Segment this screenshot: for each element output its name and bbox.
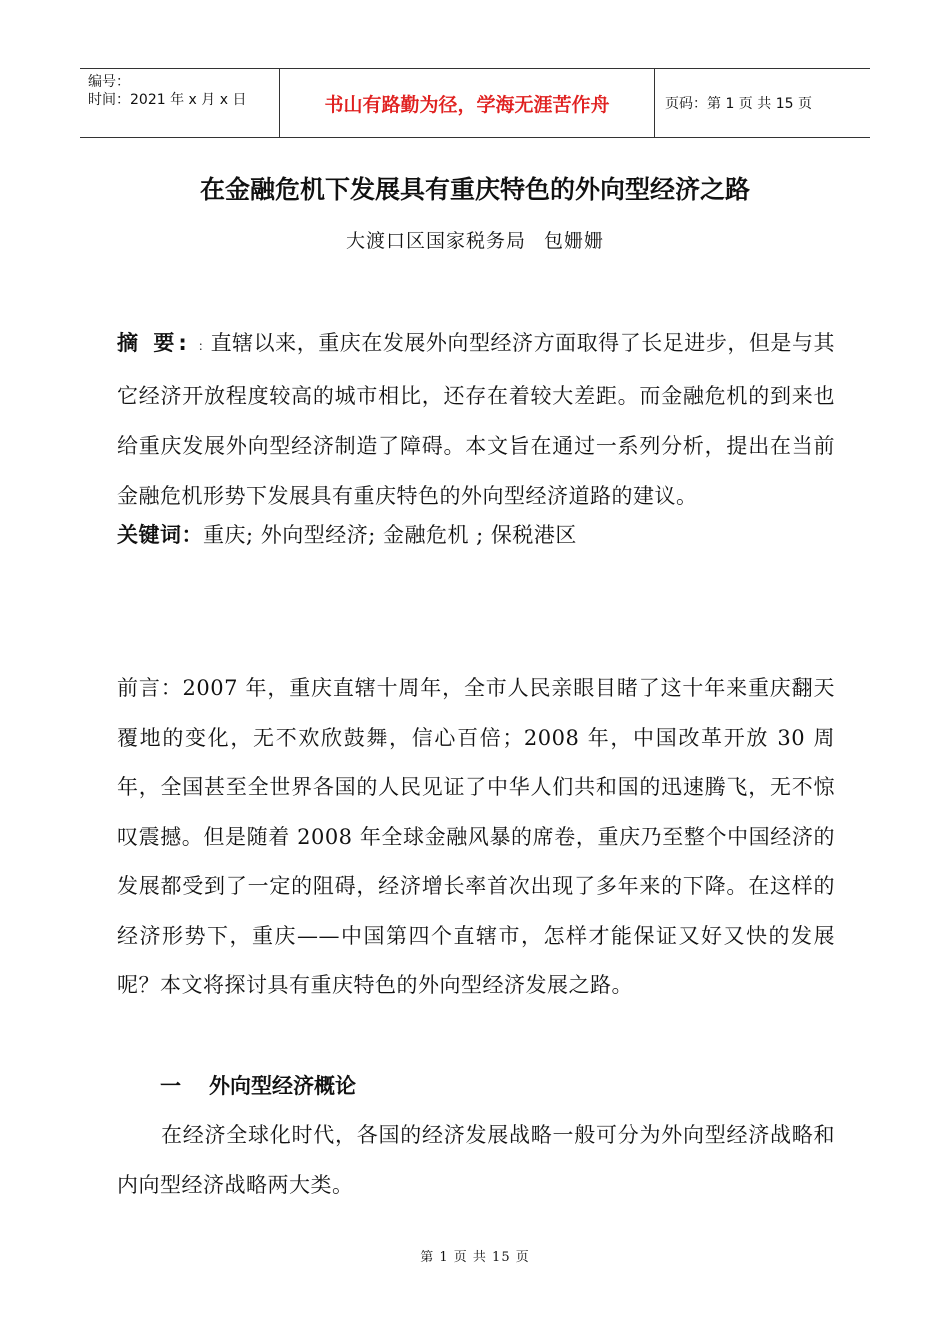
section-number: 一 [160, 1074, 181, 1098]
abstract-text: 直辖以来，重庆在发展外向型经济方面取得了长足进步，但是与其它经济开放程度较高的城市相比，还存在着较大差距。而金融危机的到来也给重庆发展外向型经济制造了障碍。本文旨在通过一系列分析，提出在当前金融危机形势下发展具有重庆特色的外向型经济道路的建议。 [117, 331, 835, 508]
section-body-paragraph: 在经济全球化时代，各国的经济发展战略一般可分为外向型经济战略和内向型经济战略两大类。 [117, 1123, 835, 1197]
page-info-text: 页码：第 1 页 共 15 页 [665, 96, 812, 112]
abstract-mark: ： [198, 339, 211, 353]
author-line [0, 226, 950, 253]
motto-text: 书山有路勤为径，学海无涯苦作舟 [324, 93, 610, 116]
section-heading [160, 1066, 356, 1106]
keywords-label: 关键词： [117, 523, 203, 547]
page-footer: 第 1 页 共 15 页 [420, 1250, 530, 1265]
header-meta-cell [80, 69, 280, 137]
motto-cell [280, 69, 655, 137]
document-title: 在金融危机下发展具有重庆特色的外向型经济之路 [199, 175, 750, 204]
author-org: 大渡口区国家税务局 [345, 230, 526, 252]
keywords-line [117, 515, 835, 555]
keywords-text: 重庆; 外向型经济; 金融危机 ; 保税港区 [203, 523, 577, 547]
page-info-cell [655, 69, 870, 137]
intro-paragraph: 前言：2007 年，重庆直辖十周年，全市人民亲眼目睹了这十年来重庆翻天覆地的变化，无不欢欣鼓舞，信心百倍；2008 年，中国改革开放 30 周年，全国甚至全世界各国的人民见证了中华人们共和国的迅速腾飞，无不惊叹震撼。但是随着 2008 年全球金融风暴的席卷，重庆乃至整个中国经济的发展都受到了一定的阻碍，经济增长率首次出现了多年来的下降。在这样的经济形势下，重庆——中国第四个直辖市，怎样才能保证又好又快的发展呢？本文将探讨具有重庆特色的外向型经济发展之路。 [117, 676, 835, 997]
date-label: 时间：2021 年 x 月 x 日 [88, 92, 247, 108]
section-title: 外向型经济概论 [209, 1074, 356, 1098]
header-table [80, 68, 870, 138]
number-label: 编号： [88, 74, 130, 90]
abstract-paragraph [117, 318, 835, 521]
abstract-label: 摘 要: [117, 331, 191, 355]
author-name: 包姗姗 [544, 230, 605, 252]
